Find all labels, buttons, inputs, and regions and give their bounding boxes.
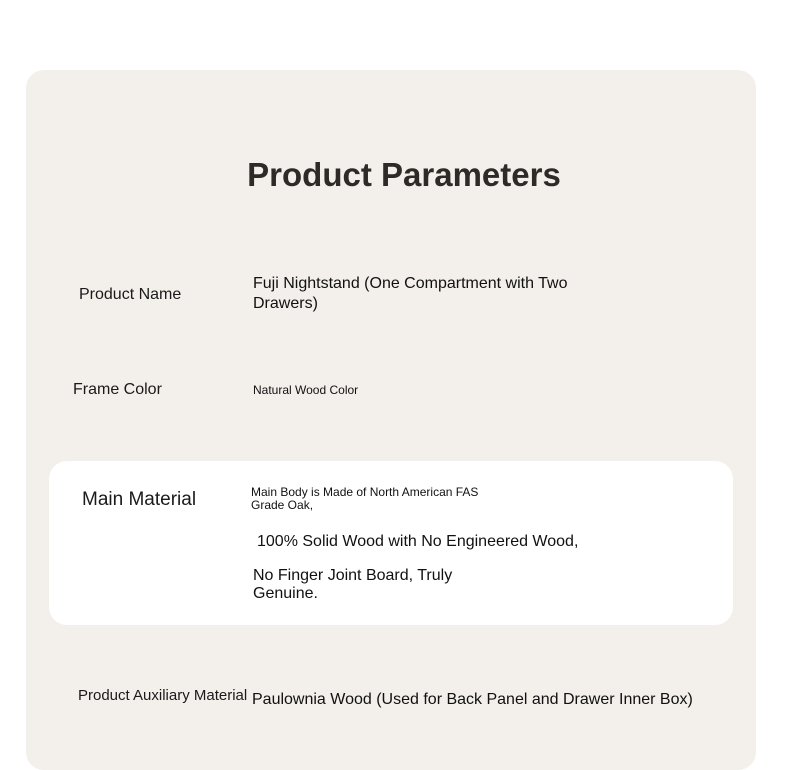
main-material-value-line2: 100% Solid Wood with No Engineered Wood, (257, 533, 579, 550)
main-material-label: Main Material (82, 489, 197, 510)
product-name-label: Product Name (79, 286, 182, 303)
frame-color-value: Natural Wood Color (253, 383, 359, 397)
product-name-value: Fuji Nightstand (One Compartment with Two Drawers) (253, 275, 568, 312)
frame-color-label: Frame Color (73, 381, 162, 398)
main-material-value-line3: No Finger Joint Board, Truly Genuine. (253, 567, 453, 602)
main-material-value-line1: Main Body is Made of North American FAS Grade Oak, (251, 485, 479, 512)
page-title: Product Parameters (247, 156, 561, 193)
auxiliary-material-value: Paulownia Wood (Used for Back Panel and Drawer Inner Box) (252, 691, 693, 708)
auxiliary-material-label: Product Auxiliary Material (78, 687, 248, 704)
